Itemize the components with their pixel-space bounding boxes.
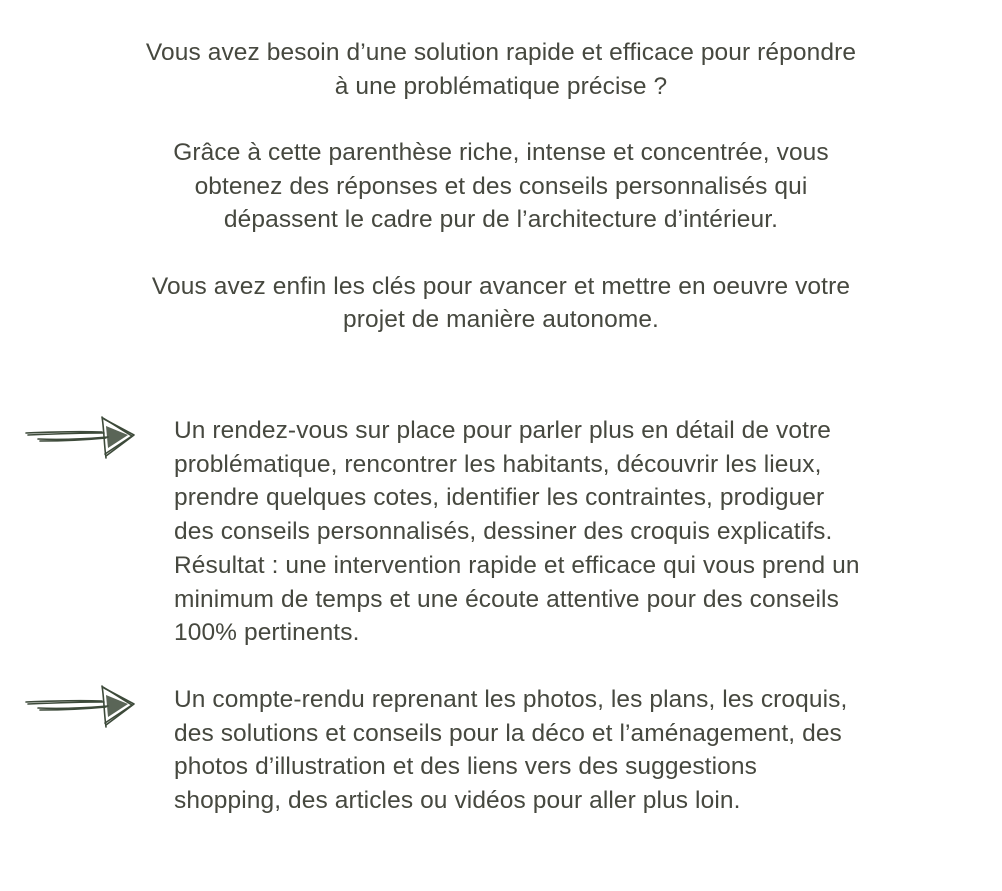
intro-paragraph-3	[0, 270, 1002, 337]
intro-paragraph-1	[0, 36, 1002, 103]
intro-line: Vous avez enfin les clés pour avancer et mettre en oeuvre votre	[151, 272, 851, 300]
list-item-line: Résultat : une intervention rapide et efficace qui vous prend un	[174, 551, 860, 579]
intro-paragraph-2	[0, 136, 1002, 237]
list-item-line: des conseils personnalisés, dessiner des croquis explicatifs.	[174, 518, 833, 546]
intro-line: projet de manière autonome.	[343, 306, 659, 333]
list-item-line: shopping, des articles ou vidéos pour aller plus loin.	[174, 787, 741, 815]
intro-line: obtenez des réponses et des conseils personnalisés qui	[194, 172, 808, 200]
list-item-text	[174, 683, 974, 818]
hand-drawn-arrow-icon	[24, 683, 136, 729]
hand-drawn-arrow-icon	[24, 414, 136, 460]
list-item-line: photos d’illustration et des liens vers des suggestions	[174, 753, 757, 781]
list-item-line: prendre quelques cotes, identifier les contraintes, prodiguer	[174, 484, 825, 512]
intro-line: à une problématique précise ?	[334, 72, 668, 100]
list-item-line: Un compte-rendu reprenant les photos, les plans, les croquis,	[174, 686, 848, 713]
list-item-line: minimum de temps et une écoute attentive pour des conseils	[174, 585, 839, 613]
list-item-line: des solutions et conseils pour la déco et l’aménagement, des	[174, 719, 842, 747]
intro-line: dépassent le cadre pur de l’architecture d’intérieur.	[223, 206, 779, 233]
intro-line: Vous avez besoin d’une solution rapide et efficace pour répondre	[145, 39, 857, 66]
list-item-text	[174, 414, 974, 650]
list-item-line: 100% pertinents.	[174, 619, 360, 647]
intro-text	[0, 36, 1002, 370]
intro-line: Grâce à cette parenthèse riche, intense et concentrée, vous	[173, 139, 829, 166]
list-item-line: problématique, rencontrer les habitants, découvrir les lieux,	[174, 450, 822, 478]
list-item-line: Un rendez-vous sur place pour parler plus en détail de votre	[174, 417, 831, 444]
